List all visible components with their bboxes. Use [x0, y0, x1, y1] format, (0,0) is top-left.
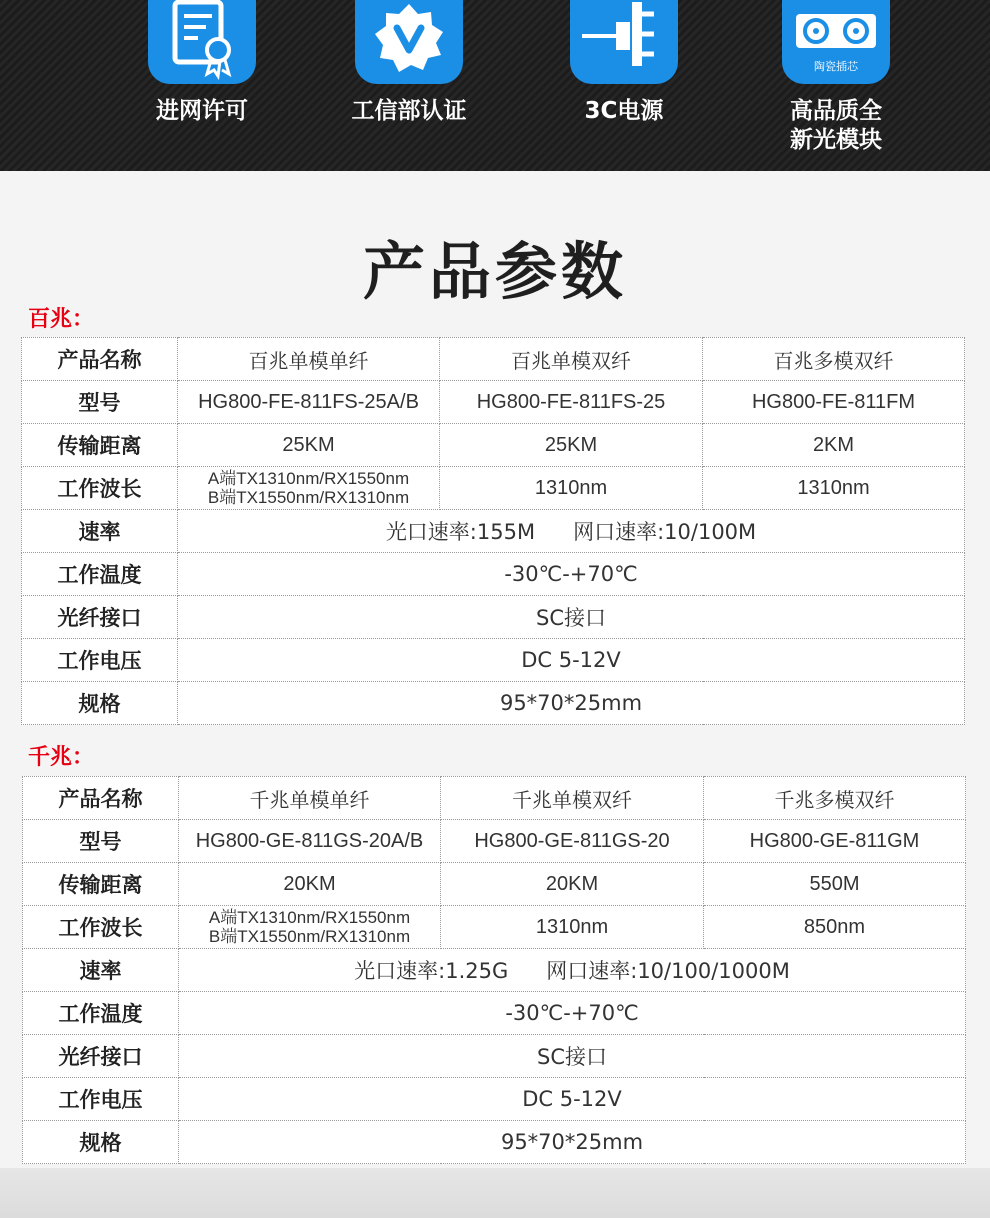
table-cell: SC接口: [179, 1035, 966, 1078]
table-cell: 千兆多模双纤: [704, 777, 966, 820]
fast-ethernet-label: 百兆：: [28, 307, 95, 332]
row-header: 工作电压: [22, 639, 178, 682]
table-cell: [178, 467, 440, 510]
row-header: 传输距离: [23, 863, 179, 906]
row-header: 型号: [22, 381, 178, 424]
section-title: 产品参数: [362, 235, 627, 308]
table-cell: HG800-FE-811FS-25: [440, 381, 703, 424]
feature-tile: [782, 0, 890, 84]
table-row: [22, 682, 965, 725]
table-row: [23, 820, 966, 863]
wavelength-line-b: B端TX1550nm/RX1310nm: [208, 927, 411, 946]
row-header: 规格: [23, 1121, 179, 1164]
feature-tile: [570, 0, 678, 84]
table-row: [23, 1035, 966, 1078]
feature-label-line1: 高品质全: [790, 98, 882, 124]
bottom-background: [0, 1168, 990, 1218]
table-row: [23, 1121, 966, 1164]
table-cell: HG800-GE-811GM: [704, 820, 966, 863]
table-row: [23, 1078, 966, 1121]
ceramic-core-icon: [782, 0, 890, 84]
wavelength-line-b: B端TX1550nm/RX1310nm: [207, 488, 410, 507]
table-row: [22, 553, 965, 596]
row-header: 工作波长: [22, 467, 178, 510]
row-header: 光纤接口: [23, 1035, 179, 1078]
table-cell: 95*70*25mm: [178, 682, 965, 725]
row-header: 产品名称: [22, 338, 178, 381]
feature-label: [736, 97, 936, 155]
table-row: [23, 906, 966, 949]
network-rate: 网口速率:10/100M: [573, 520, 757, 544]
feature-label: 进网许可: [156, 98, 248, 124]
table-cell: DC 5-12V: [178, 639, 965, 682]
ceramic-core-caption: 陶瓷插芯: [814, 60, 858, 73]
table-cell: 百兆多模双纤: [703, 338, 965, 381]
gigabit-label: 千兆：: [28, 745, 95, 770]
table-cell: 20KM: [441, 863, 704, 906]
row-header: 工作温度: [22, 553, 178, 596]
table-cell: 百兆单模单纤: [178, 338, 440, 381]
row-header: 产品名称: [23, 777, 179, 820]
wavelength-line-a: A端TX1310nm/RX1550nm: [207, 469, 410, 488]
fast-ethernet-spec-table: [21, 337, 965, 725]
table-cell: [179, 906, 441, 949]
table-row: [23, 777, 966, 820]
table-cell: -30℃-+70℃: [178, 553, 965, 596]
row-header: 规格: [22, 682, 178, 725]
table-cell: 1310nm: [703, 467, 965, 510]
table-row: [23, 949, 966, 992]
row-header: 速率: [22, 510, 178, 553]
feature-3c-power: [524, 0, 724, 126]
table-row: [22, 338, 965, 381]
row-header: 工作电压: [23, 1078, 179, 1121]
table-cell: HG800-GE-811GS-20: [441, 820, 704, 863]
table-cell: 25KM: [178, 424, 440, 467]
optical-rate: 光口速率:1.25G: [354, 959, 509, 983]
table-cell: HG800-FE-811FS-25A/B: [178, 381, 440, 424]
gigabit-spec-table: [22, 776, 966, 1164]
table-cell: 95*70*25mm: [179, 1121, 966, 1164]
table-cell: 20KM: [179, 863, 441, 906]
feature-label: 3C电源: [584, 98, 664, 124]
row-header: 光纤接口: [22, 596, 178, 639]
table-cell: SC接口: [178, 596, 965, 639]
table-cell: HG800-FE-811FM: [703, 381, 965, 424]
feature-label: 工信部认证: [351, 98, 467, 124]
verified-badge-icon: [355, 0, 463, 84]
table-cell: [179, 949, 966, 992]
feature-banner: [0, 0, 990, 171]
certificate-icon: [148, 0, 256, 84]
table-cell: 1310nm: [441, 906, 704, 949]
table-row: [23, 992, 966, 1035]
table-cell: 1310nm: [440, 467, 703, 510]
table-row: [22, 596, 965, 639]
row-header: 工作波长: [23, 906, 179, 949]
network-rate: 网口速率:10/100/1000M: [546, 959, 790, 983]
table-cell: [178, 510, 965, 553]
table-row: [22, 639, 965, 682]
table-row: [22, 381, 965, 424]
table-cell: HG800-GE-811GS-20A/B: [179, 820, 441, 863]
table-cell: 25KM: [440, 424, 703, 467]
table-cell: -30℃-+70℃: [179, 992, 966, 1035]
row-header: 工作温度: [23, 992, 179, 1035]
table-row: [23, 863, 966, 906]
table-row: [22, 467, 965, 510]
table-cell: 千兆单模单纤: [179, 777, 441, 820]
feature-tile: [355, 0, 463, 84]
wavelength-line-a: A端TX1310nm/RX1550nm: [208, 908, 411, 927]
table-row: [22, 424, 965, 467]
table-cell: 千兆单模双纤: [441, 777, 704, 820]
table-cell: 850nm: [704, 906, 966, 949]
feature-network-license: [102, 0, 302, 126]
table-cell: DC 5-12V: [179, 1078, 966, 1121]
row-header: 型号: [23, 820, 179, 863]
table-row: [22, 510, 965, 553]
feature-tile: [148, 0, 256, 84]
feature-new-optical-module: [736, 0, 936, 155]
row-header: 速率: [23, 949, 179, 992]
feature-miit-certified: [309, 0, 509, 126]
optical-rate: 光口速率:155M: [385, 520, 536, 544]
table-cell: 550M: [704, 863, 966, 906]
row-header: 传输距离: [22, 424, 178, 467]
table-cell: 百兆单模双纤: [440, 338, 703, 381]
table-cell: 2KM: [703, 424, 965, 467]
power-plug-icon: [570, 0, 678, 84]
feature-label-line2: 新光模块: [790, 127, 882, 153]
